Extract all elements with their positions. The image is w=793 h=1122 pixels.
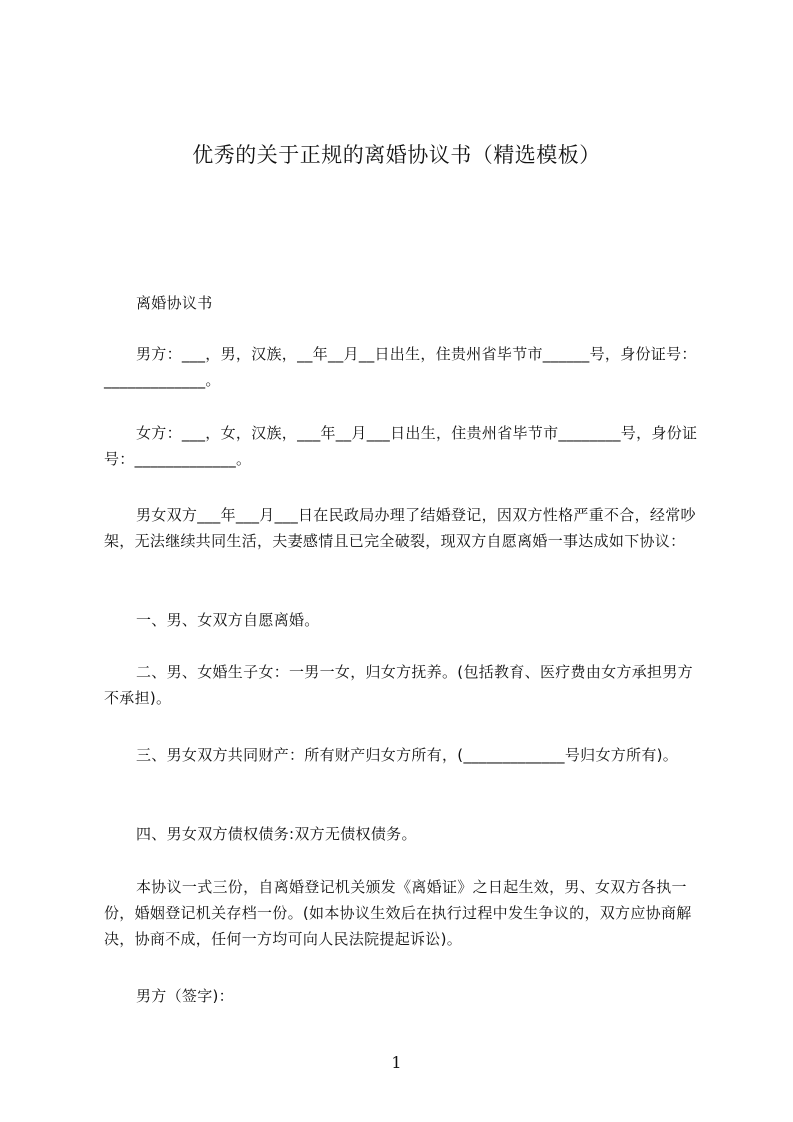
intro-paragraph: 男女双方___年___月___日在民政局办理了结婚登记，因双方性格严重不合，经常吵架，无法继续共同生活，夫妻感情且已完全破裂，现双方自愿离婚一事达成如下协议： — [104, 506, 696, 550]
document-title: 优秀的关于正规的离婚协议书（精选模板） — [192, 143, 601, 167]
wife-info-paragraph: 女方：___，女，汉族，___年__月___日出生，住贵州省毕节市________号，身份证号：_____________。 — [104, 424, 698, 468]
clause-1: 一、男、女双方自愿离婚。 — [136, 611, 320, 629]
husband-signature: 男方（签字)： — [136, 987, 234, 1005]
husband-info-paragraph: 男方：___，男，汉族，__年__月__日出生，住贵州省毕节市______号，身份证号：_____________。 — [104, 345, 697, 389]
clause-3: 三、男女双方共同财产：所有财产归女方所有，(_____________号归女方所有)。 — [136, 746, 679, 764]
effect-paragraph: 本协议一式三份，自离婚登记机关颁发《离婚证》之日起生效，男、女双方各执一份，婚姻登记机关存档一份。(如本协议生效后在执行过程中发生争议的，双方应协商解决，协商不成，任何一方均可向人民法院提起诉讼)。 — [104, 878, 692, 948]
heading-divorce-agreement: 离婚协议书 — [136, 294, 213, 312]
clause-4: 四、男女双方债权债务:双方无债权债务。 — [136, 825, 417, 843]
page-number: 1 — [391, 1053, 402, 1072]
clause-2: 二、男、女婚生子女：一男一女，归女方抚养。(包括教育、医疗费由女方承担男方不承担)。 — [104, 663, 693, 707]
